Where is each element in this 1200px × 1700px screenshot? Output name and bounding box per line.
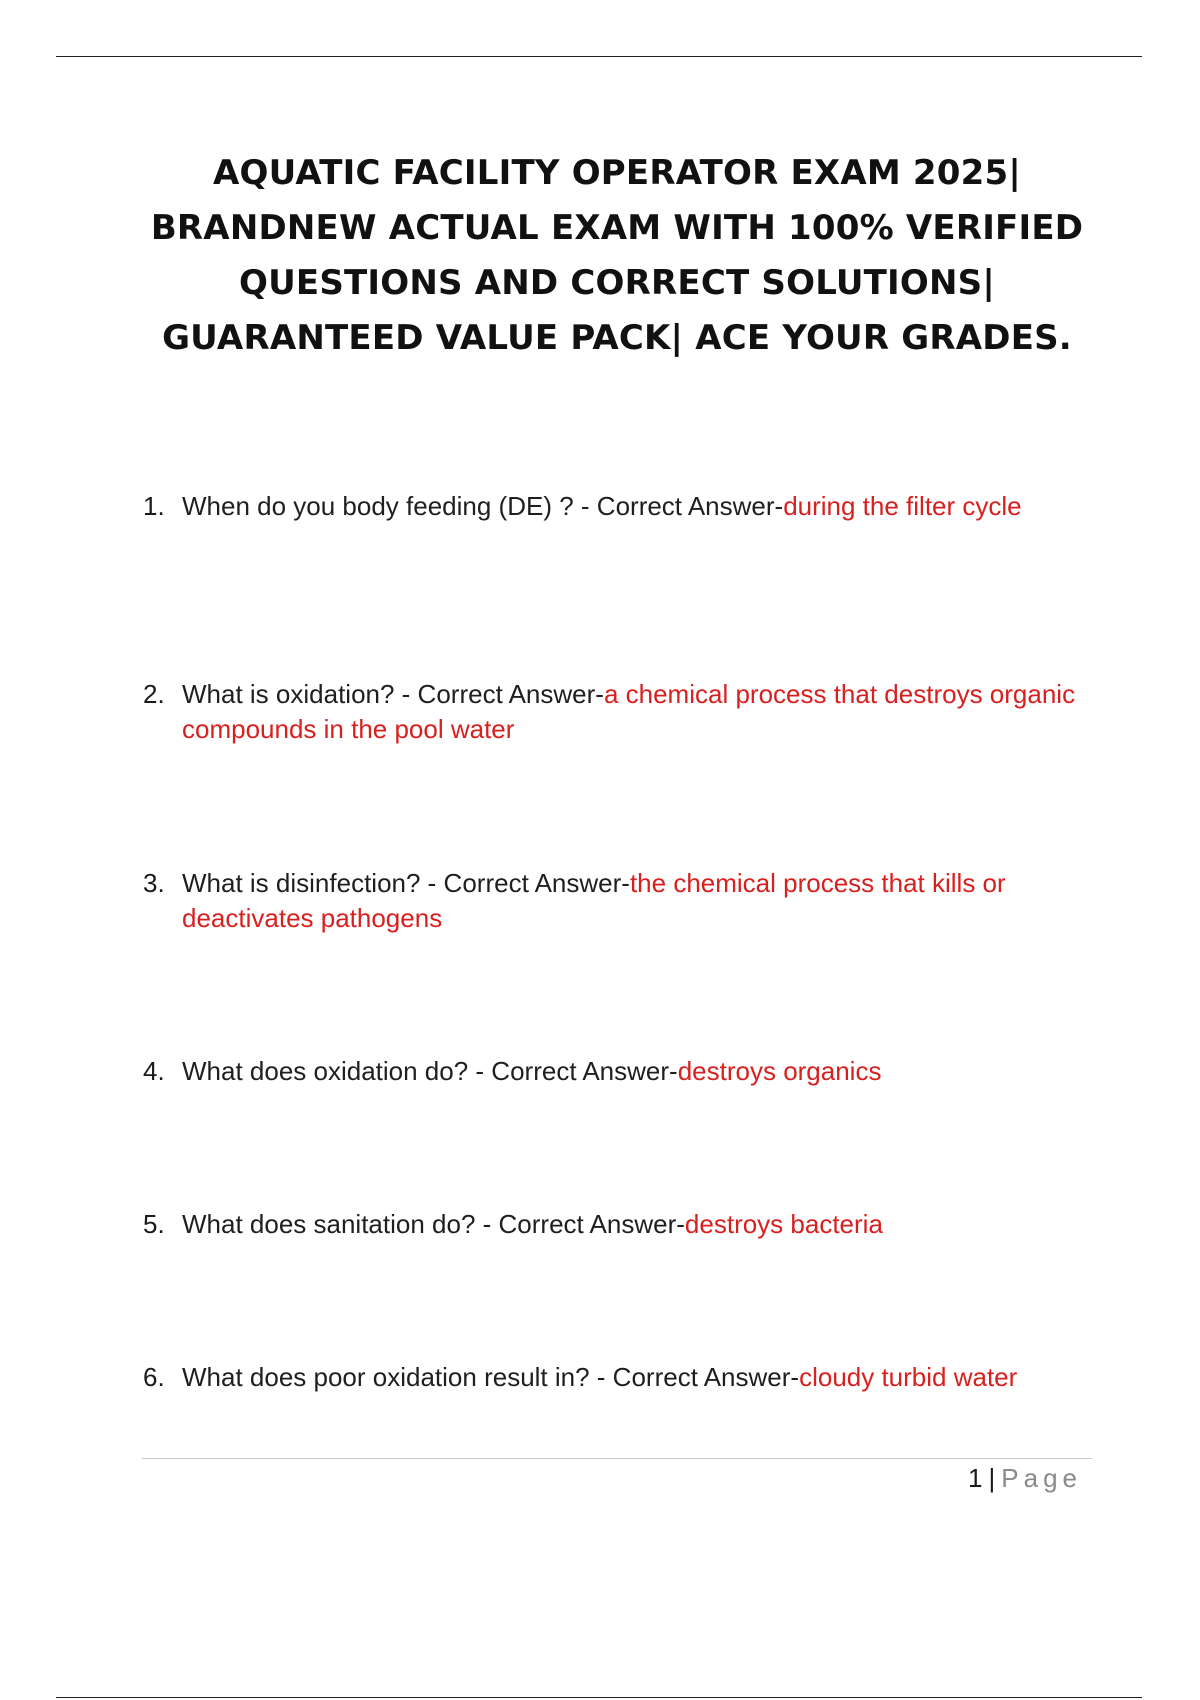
answer-prefix: - Correct Answer-	[420, 868, 630, 898]
footer-rule	[142, 1458, 1092, 1459]
correct-answer: a chemical process that destroys organic compounds in the pool water	[182, 679, 1076, 744]
answer-prefix: - Correct Answer-	[589, 1362, 800, 1392]
question-text: What does poor oxidation result in?	[182, 1362, 590, 1392]
question-item	[143, 1207, 1083, 1242]
question-item	[143, 489, 1083, 524]
question-text-block	[182, 866, 1082, 936]
question-number: 1.	[143, 491, 165, 521]
question-text-block	[182, 1360, 1082, 1395]
answer-prefix: - Correct Answer-	[573, 491, 784, 521]
top-rule	[56, 56, 1142, 57]
question-number: 3.	[143, 868, 165, 898]
question-text-block	[182, 1054, 1082, 1089]
question-number: 4.	[143, 1056, 165, 1086]
page-number: 1	[968, 1463, 983, 1493]
bottom-rule	[56, 1697, 1142, 1698]
question-item	[143, 677, 1083, 747]
question-number: 6.	[143, 1362, 165, 1392]
question-number: 2.	[143, 679, 165, 709]
question-text: What does sanitation do?	[182, 1209, 476, 1239]
question-text-block	[182, 489, 1082, 524]
correct-answer: during the filter cycle	[783, 491, 1022, 521]
question-text: What does oxidation do?	[182, 1056, 469, 1086]
question-text: What is oxidation?	[182, 679, 395, 709]
question-item	[143, 866, 1083, 936]
correct-answer: destroys bacteria	[684, 1209, 883, 1239]
answer-prefix: - Correct Answer-	[394, 679, 604, 709]
question-text-block	[182, 677, 1082, 747]
page-separator: |	[988, 1463, 996, 1493]
question-text-block	[182, 1207, 1082, 1242]
question-item	[143, 1054, 1083, 1089]
correct-answer: the chemical process that kills or deactivates pathogens	[182, 868, 1006, 933]
answer-prefix: - Correct Answer-	[475, 1209, 685, 1239]
document-title: AQUATIC FACILITY OPERATOR EXAM 2025| BRANDNEW ACTUAL EXAM WITH 100% VERIFIED QUESTIONS AND CORRECT SOLUTIONS| GUARANTEED VALUE PACK| ACE YOUR GRADES.	[150, 153, 1084, 358]
answer-prefix: - Correct Answer-	[468, 1056, 678, 1086]
question-text: What is disinfection?	[182, 868, 421, 898]
question-item	[143, 1360, 1083, 1395]
question-number: 5.	[143, 1209, 165, 1239]
page-footer	[968, 1461, 1082, 1495]
question-text: When do you body feeding (DE) ?	[182, 491, 574, 521]
correct-answer: cloudy turbid water	[799, 1362, 1018, 1392]
correct-answer: destroys organics	[677, 1056, 882, 1086]
page-label: Page	[1001, 1463, 1082, 1493]
